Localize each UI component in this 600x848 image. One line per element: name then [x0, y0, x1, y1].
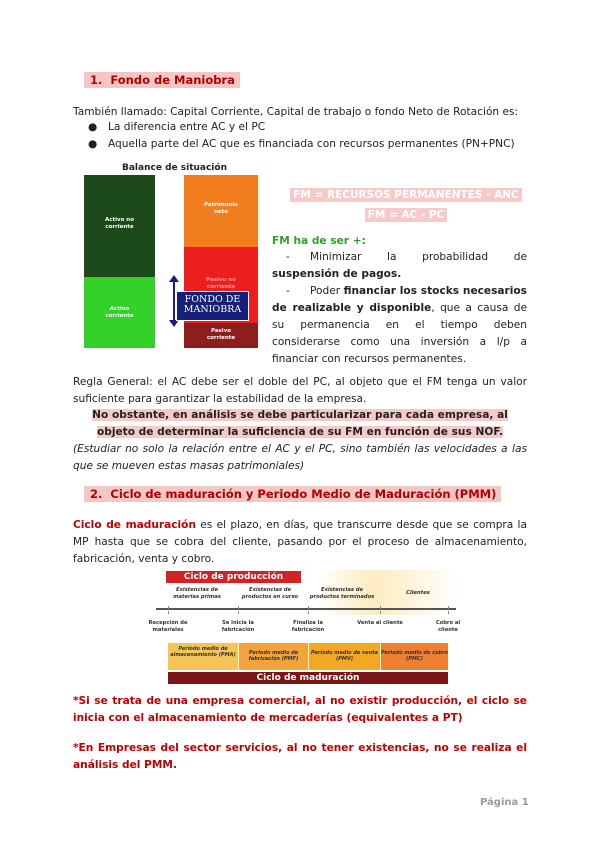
- bullet-item: ● La diferencia entre AC y el PC: [88, 121, 266, 133]
- patrimonio-neto-block: [184, 175, 258, 247]
- activo-no-corriente-block: [84, 175, 155, 277]
- event-inicio-fabricacion: Se inicia la fabricación: [221, 620, 255, 633]
- tick-marker: [168, 606, 169, 614]
- timeline: [156, 608, 456, 610]
- ciclo-produccion-bar: Ciclo de producción: [166, 571, 301, 583]
- page-number: Página 1: [480, 797, 529, 808]
- tick-marker: [448, 606, 449, 614]
- section-2-title: Ciclo de maduración y Periodo Medio de Maduración (PMM): [110, 487, 497, 501]
- tick-marker: [308, 606, 309, 614]
- stock-pc: Existencias de productos en curso: [241, 587, 299, 600]
- pc-label: Pasivo corriente: [206, 328, 236, 341]
- balance-title: Balance de situación: [122, 163, 227, 173]
- fm-rules-heading: FM ha de ser +:: [272, 235, 366, 247]
- balance-figure: [84, 175, 258, 348]
- formula-1: FM = RECURSOS PERMANENTES - ANC: [290, 188, 521, 202]
- event-recepcion: Recepción de materiales: [148, 620, 188, 633]
- cycle-diagram: [148, 570, 461, 686]
- bullet-item: ● Aquella parte del AC que es financiada con recursos permanentes (PN+PNC): [88, 138, 515, 150]
- stock-mp: Existencias de materias primas: [173, 587, 221, 600]
- period-pma: Periodo medio de almacenamiento (PMA): [168, 643, 238, 670]
- formula-2: FM = AC - PC: [365, 208, 448, 222]
- section-2-heading: [84, 486, 501, 502]
- fm-intro: También llamado: Capital Corriente, Capital de trabajo o fondo Neto de Rotación es:: [73, 106, 519, 118]
- pn-label: Patrimonio neto: [204, 202, 238, 215]
- pnc-label: Pasivo no corriente: [206, 277, 236, 290]
- stock-pt: Existencias de productos terminados: [309, 587, 375, 600]
- regla-highlight: No obstante, en análisis se debe particularizar para cada empresa, al objeto de determinar la suficiencia de su FM en función de sus NOF.: [92, 409, 508, 438]
- section-1-title: Fondo de Maniobra: [110, 73, 235, 87]
- regla-general: Regla General: el AC debe ser el doble del PC, al objeto que el FM tenga un valor suficiente para garantizar la estabilidad de la empresa.: [73, 376, 527, 405]
- tick-marker: [380, 606, 381, 614]
- note-comercial: *Si se trata de una empresa comercial, al no existir producción, el ciclo se inicia con el almacenamiento de mercaderías (equivalentes a PT): [73, 695, 527, 724]
- event-cobro: Cobro al cliente: [435, 620, 461, 633]
- anc-label: Activo no corriente: [104, 217, 134, 230]
- event-venta: Venta al cliente: [357, 620, 403, 626]
- tick-marker: [238, 606, 239, 614]
- stock-clientes: Clientes: [406, 590, 430, 596]
- regla-note: (Estudiar no solo la relación entre el AC y el PC, sino también las velocidades a las que se mueven estas masas patrimoniales): [73, 443, 527, 472]
- period-pmf: Periodo medio de fabricación (PMF): [239, 643, 308, 670]
- formulas: [286, 184, 526, 224]
- ciclo-maduracion-bar: Ciclo de maduración: [168, 672, 448, 684]
- fondo-de-maniobra-label: FONDO DE MANIOBRA: [176, 291, 249, 321]
- fm-rule-2: - Poder financiar los stocks necesarios de realizable y disponible, que a causa de su permanencia en el tiempo deben considerarse como una inversión a l/p a financiar con recursos permanentes.: [272, 285, 527, 365]
- period-pmc: Periodo medio de cobro (PMC): [381, 643, 448, 670]
- event-fin-fabricacion: Finaliza la fabricación: [291, 620, 325, 633]
- fm-rule-1: - Minimizar la probabilidad de suspensión de pagos.: [272, 251, 527, 280]
- note-servicios: *En Empresas del sector servicios, al no tener existencias, no se realiza el análisis del PMM.: [73, 742, 527, 771]
- section-1-number: 1.: [90, 73, 103, 87]
- section-1-heading: [84, 72, 240, 88]
- ciclo-definition: Ciclo de maduración es el plazo, en días, que transcurre desde que se compra la MP hasta que se cobra del cliente, pasando por el proceso de almacenamiento, fabricación, venta y cobro.: [73, 519, 527, 565]
- period-pmv: Periodo medio de venta (PMV): [309, 643, 380, 670]
- section-2-number: 2.: [90, 487, 103, 501]
- ac-label: Activo corriente: [105, 306, 134, 319]
- activo-corriente-block: [84, 277, 155, 348]
- pasivo-corriente-block: [184, 323, 258, 348]
- ciclo-term: Ciclo de maduración: [73, 519, 196, 531]
